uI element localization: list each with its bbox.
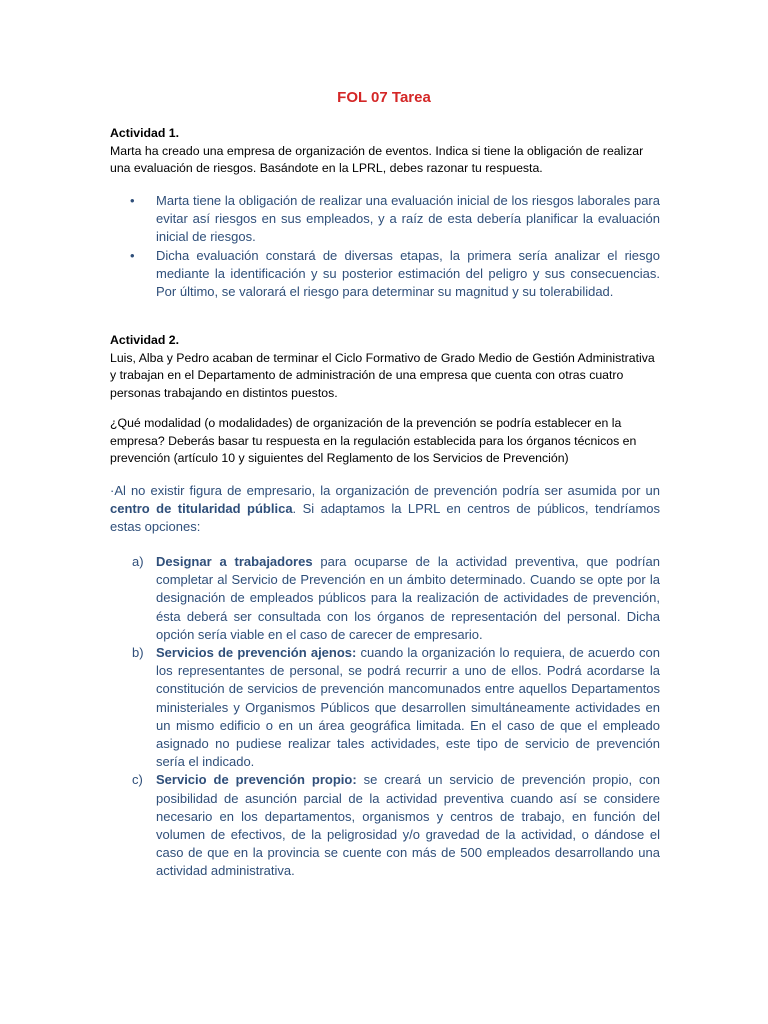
actividad-1-heading: Actividad 1. xyxy=(110,126,180,140)
bullet-icon: • xyxy=(130,193,135,208)
bullet-text: Dicha evaluación constará de diversas etapas, la primera sería analizar el riesgo mediante la identificación y su posterior estimación del peligro y sus consecuencias. Por último, se valorará el riesgo para determinar su magnitud y su tolerabilidad. xyxy=(156,247,660,300)
option-marker: b) xyxy=(132,645,144,661)
document-title: FOL 07 Tarea xyxy=(337,89,431,106)
list-item xyxy=(110,553,660,644)
intro-text-end: . Si adaptamos la LPRL en centros de públicos, tendríamos estas opciones: xyxy=(110,501,660,535)
option-title: Servicio de prevención propio: xyxy=(156,772,357,788)
bullet-text: Marta tiene la obligación de realizar una evaluación inicial de los riesgos laborales para evitar así riesgos en sus empleados, y a raíz de esta debería planificar la evaluación inicial de riesgos. xyxy=(156,193,660,245)
actividad-2-statement xyxy=(110,332,660,402)
option-title: Servicios de prevención ajenos: xyxy=(156,645,357,661)
option-title: Designar a trabajadores xyxy=(156,554,313,569)
intro-bold-text: centro de titularidad pública xyxy=(110,501,293,517)
actividad-2-text: Luis, Alba y Pedro acaban de terminar el Ciclo Formativo de Grado Medio de Gestión Administrativa y trabajan en el Departamento de administración de una empresa que cuenta con otras cuatro personas trabajando en distintos puestos. xyxy=(110,350,655,400)
list-item xyxy=(110,247,660,302)
option-marker: c) xyxy=(132,772,143,788)
actividad-2-heading: Actividad 2. xyxy=(110,333,180,347)
actividad-1-answer xyxy=(110,192,660,301)
actividad-1-text: Marta ha creado una empresa de organización de eventos. Indica si tiene la obligación de realizar una evaluación de riesgos. Basándote en la LPRL, debes razonar tu respuesta. xyxy=(110,143,644,176)
option-text: para ocuparse de la actividad preventiva, que podrían completar al Servicio de Prevención en un ámbito determinado. Cuando se opte por la designación de empleados públicos para la realización de actividades de prevención, ésta deberá ser consultada con los órganos de representación del personal. Dicha opción sería viable en el caso de carecer de empresario. xyxy=(156,554,660,642)
actividad-2-intro xyxy=(110,482,660,537)
actividad-2-options xyxy=(110,553,660,881)
list-item xyxy=(110,192,660,247)
bullet-icon: • xyxy=(130,247,135,263)
intro-text: ·Al no existir figura de empresario, la organización de prevención podría ser asumida por un xyxy=(110,483,660,498)
actividad-1-question xyxy=(110,125,660,178)
actividad-2-question-text: ¿Qué modalidad (o modalidades) de organización de la prevención se podría establecer en la empresa? Deberás basar tu respuesta en la regulación establecida para los órganos técnicos en prevención (artículo 10 y siguientes del Reglamento de los Servicios de Prevención) xyxy=(110,416,637,466)
list-item xyxy=(110,771,660,880)
list-item xyxy=(110,644,660,771)
option-text: cuando la organización lo requiera, de acuerdo con los representantes de personal, se podrá recurrir a uno de ellos. Podrá acordarse la constitución de servicios de prevención mancomunados entre aquellos Departamentos ministeriales y Organismos Públicos que desarrollen simultáneamente actividades en un mismo edificio o en un área geográfica limitada. En el caso de que el empleado asignado no pudiese realizar tales actividades, este tipo de servicio de prevención sería el indicado. xyxy=(156,645,660,770)
actividad-2-question xyxy=(110,415,660,468)
option-text: se creará un servicio de prevención propio, con posibilidad de asunción parcial de la actividad preventiva cuando así se considere necesario en los departamentos, organismos y centros de trabajo, en función del volumen de efectivos, de la peligrosidad y/o gravedad de la actividad, o dándose el caso de que en la provincia se cuente con más de 500 empleados desarrollando una actividad administrativa. xyxy=(156,772,660,879)
option-marker: a) xyxy=(132,554,144,569)
